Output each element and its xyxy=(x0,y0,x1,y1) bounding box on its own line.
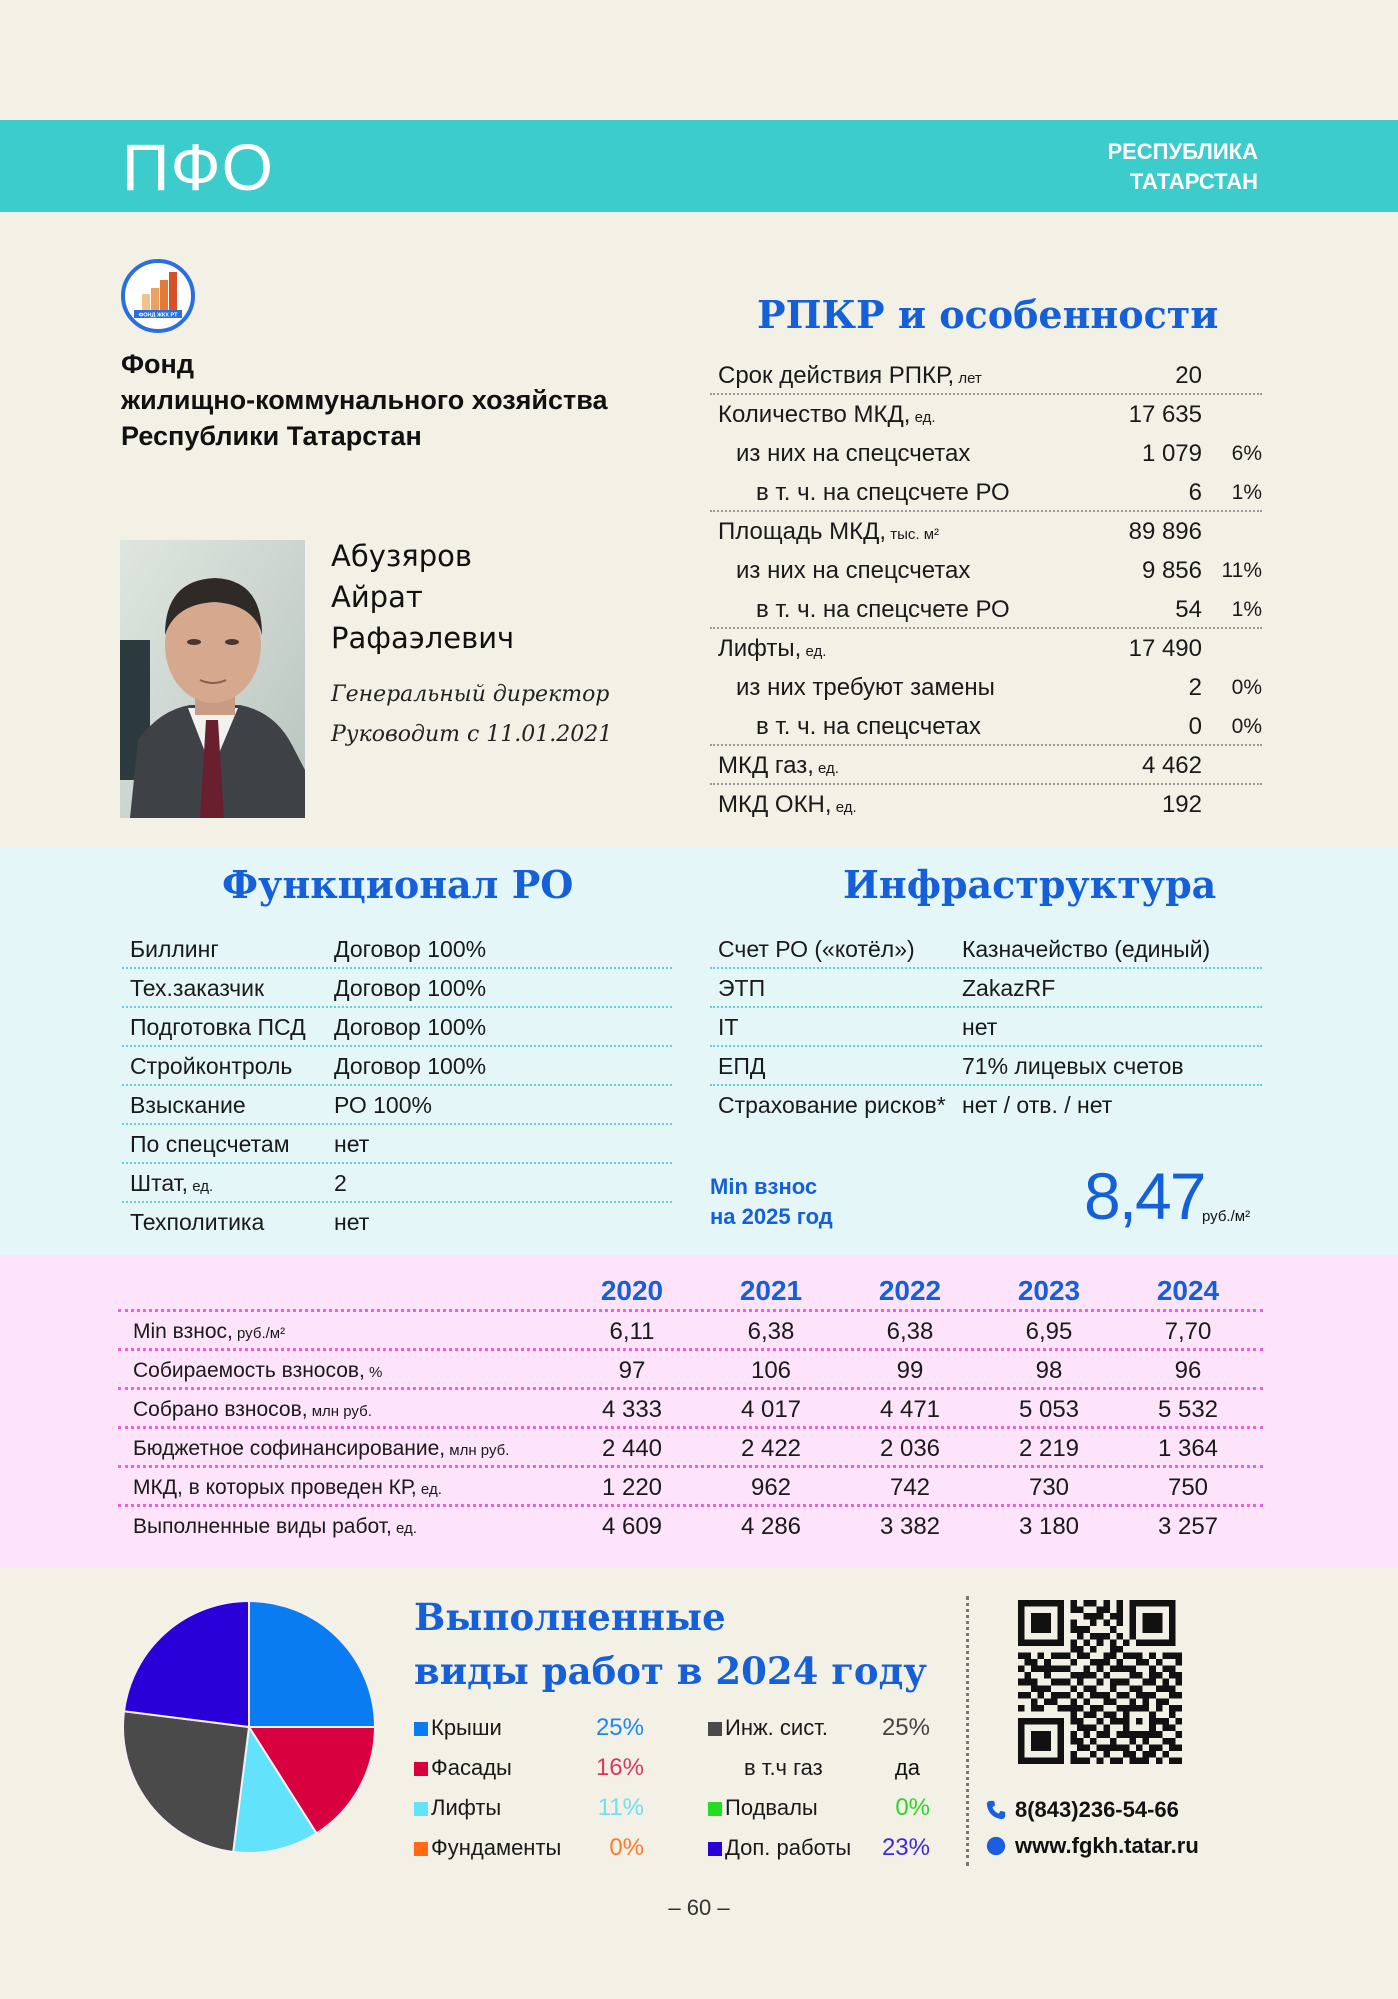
yearly-value: 5 532 xyxy=(1157,1396,1219,1423)
rpkr-value: 4 462 xyxy=(1141,752,1202,779)
yearly-label xyxy=(133,1507,417,1548)
functional-row xyxy=(122,969,672,1008)
rpkr-row xyxy=(710,785,1262,824)
infrastructure-table xyxy=(710,930,1262,1125)
legend-percent: 11% xyxy=(597,1794,644,1821)
yearly-value: 4 017 xyxy=(740,1396,802,1423)
year-header: 2021 xyxy=(739,1275,803,1306)
functional-row xyxy=(122,1125,672,1164)
yearly-label xyxy=(133,1429,509,1470)
rpkr-label xyxy=(756,473,1010,512)
legend-item xyxy=(708,1788,818,1828)
rpkr-value: 192 xyxy=(1161,791,1202,818)
year-header: 2024 xyxy=(1156,1275,1220,1306)
yearly-row xyxy=(118,1312,1263,1351)
legend-swatch xyxy=(414,1842,428,1856)
functional-row xyxy=(122,930,672,969)
globe-icon xyxy=(985,1835,1007,1857)
rpkr-unit: ед. xyxy=(831,799,857,816)
rpkr-label xyxy=(736,434,970,473)
functional-value: нет xyxy=(334,1131,370,1157)
infrastructure-value: нет xyxy=(962,1014,998,1040)
functional-value: Договор 100% xyxy=(334,975,487,1001)
phone-number: 8(843)236-54-66 xyxy=(1015,1797,1179,1822)
functional-value: Договор 100% xyxy=(334,1014,487,1040)
yearly-header-row xyxy=(118,1270,1263,1312)
organization-name xyxy=(121,346,607,454)
subject-line-1: РЕСПУБЛИКА xyxy=(1107,139,1258,164)
functional-label-text: Стройконтроль xyxy=(130,1053,293,1079)
rpkr-label-text: МКД ОКН, xyxy=(718,791,832,818)
functional-row xyxy=(122,1164,672,1203)
functional-unit: ед. xyxy=(188,1178,214,1195)
rpkr-label xyxy=(756,590,1010,629)
yearly-label-text: Собираемость взносов, xyxy=(133,1359,365,1382)
rpkr-label-text: в т. ч. на спецсчете РО xyxy=(756,596,1010,623)
infrastructure-label: IT xyxy=(718,1014,739,1040)
phone-contact[interactable] xyxy=(985,1794,1179,1826)
yearly-value: 1 364 xyxy=(1157,1435,1219,1462)
functional-label-text: Тех.заказчик xyxy=(130,975,265,1001)
rpkr-unit: ед. xyxy=(813,760,839,777)
vertical-divider xyxy=(966,1596,969,1866)
subject-line-2: ТАТАРСТАН xyxy=(1129,169,1258,194)
rpkr-row xyxy=(710,473,1262,512)
rpkr-value: 1 079 xyxy=(1141,440,1202,467)
rpkr-unit: ед. xyxy=(910,409,936,426)
rpkr-row xyxy=(710,356,1262,395)
infrastructure-row xyxy=(710,930,1262,969)
rpkr-label xyxy=(736,551,970,590)
legend-item xyxy=(414,1708,502,1748)
legend-swatch xyxy=(414,1802,428,1816)
rpkr-percent: 1% xyxy=(1231,481,1262,504)
legend-label: Фундаменты xyxy=(431,1835,562,1860)
yearly-label-text: Выполненные виды работ, xyxy=(133,1515,392,1538)
legend-percent: 23% xyxy=(881,1834,930,1861)
director-surname: Абузяров xyxy=(331,539,472,573)
legend-swatch xyxy=(414,1762,428,1776)
rpkr-label xyxy=(718,512,939,554)
yearly-label-text: МКД, в которых проведен КР, xyxy=(133,1476,417,1499)
yearly-value: 7,70 xyxy=(1164,1318,1212,1345)
yearly-row xyxy=(118,1429,1263,1468)
rpkr-label-text: Площадь МКД, xyxy=(718,518,887,545)
functional-label-text: По спецсчетам xyxy=(130,1131,290,1157)
rpkr-label xyxy=(718,785,857,827)
yearly-unit: млн руб. xyxy=(445,1442,510,1459)
functional-title: Функционал РО xyxy=(222,862,574,907)
yearly-row xyxy=(118,1468,1263,1507)
rpkr-row xyxy=(710,551,1262,590)
pie-slice-6 xyxy=(124,1601,249,1727)
director-first-name: Айрат xyxy=(331,580,423,614)
infrastructure-row xyxy=(710,1047,1262,1086)
legend-swatch xyxy=(708,1842,722,1856)
yearly-value: 2 422 xyxy=(740,1435,802,1462)
yearly-value: 962 xyxy=(750,1474,792,1501)
rpkr-value: 20 xyxy=(1175,362,1202,389)
rpkr-label xyxy=(718,395,936,437)
yearly-value: 2 440 xyxy=(601,1435,663,1462)
rpkr-percent: 6% xyxy=(1231,442,1262,465)
yearly-value: 6,38 xyxy=(747,1318,795,1345)
rpkr-label-text: МКД газ, xyxy=(718,752,814,779)
rpkr-value: 9 856 xyxy=(1141,557,1202,584)
functional-label-text: Штат, xyxy=(130,1170,189,1196)
rpkr-label xyxy=(756,707,981,746)
rpkr-percent: 0% xyxy=(1231,676,1262,699)
yearly-value: 1 220 xyxy=(601,1474,663,1501)
yearly-unit: млн руб. xyxy=(307,1403,372,1420)
infrastructure-value: нет / отв. / нет xyxy=(962,1092,1113,1118)
rpkr-title: РПКР и особенности xyxy=(757,292,1219,337)
rpkr-label-text: из них требуют замены xyxy=(736,674,995,701)
functional-label xyxy=(130,969,264,1007)
legend-label: Подвалы xyxy=(725,1795,818,1820)
yearly-row xyxy=(118,1351,1263,1390)
works-title-line-1: Выполненные xyxy=(414,1595,726,1639)
infrastructure-value: Казначейство (единый) xyxy=(962,936,1211,962)
yearly-row xyxy=(118,1390,1263,1429)
functional-label xyxy=(130,930,219,968)
yearly-value: 3 257 xyxy=(1157,1513,1219,1540)
yearly-value: 6,38 xyxy=(886,1318,934,1345)
legend-swatch xyxy=(414,1722,428,1736)
legend-percent: 0% xyxy=(609,1834,644,1861)
infrastructure-label: ЭТП xyxy=(718,975,766,1001)
infrastructure-title: Инфраструктура xyxy=(843,862,1217,907)
yearly-label xyxy=(133,1351,382,1392)
legend-percent: 0% xyxy=(895,1794,930,1821)
rpkr-label xyxy=(736,668,995,707)
rpkr-label-text: из них на спецсчетах xyxy=(736,440,971,467)
rpkr-label-text: Срок действия РПКР, xyxy=(718,362,955,389)
rpkr-percent: 1% xyxy=(1231,598,1262,621)
legend-label: Доп. работы xyxy=(725,1835,852,1860)
functional-value: РО 100% xyxy=(334,1092,432,1118)
yearly-value: 106 xyxy=(750,1357,792,1384)
rpkr-row xyxy=(710,707,1262,746)
director-patronymic: Рафаэлевич xyxy=(331,621,515,655)
rpkr-label-text: из них на спецсчетах xyxy=(736,557,971,584)
rpkr-percent: 0% xyxy=(1231,715,1262,738)
yearly-unit: ед. xyxy=(416,1481,442,1498)
functional-label-text: Взыскание xyxy=(130,1092,246,1118)
org-name-line-1: Фонд xyxy=(121,349,194,379)
org-name-line-3: Республики Татарстан xyxy=(121,421,422,451)
yearly-label xyxy=(133,1468,442,1509)
infrastructure-label: Страхование рисков* xyxy=(718,1092,946,1118)
functional-row xyxy=(122,1086,672,1125)
legend-item xyxy=(708,1828,851,1868)
yearly-value: 4 333 xyxy=(601,1396,663,1423)
subject-title xyxy=(1107,137,1258,197)
yearly-table xyxy=(118,1270,1263,1546)
page-number: – 60 – xyxy=(668,1895,730,1920)
website-contact[interactable] xyxy=(985,1830,1199,1862)
director-position: Генеральный директор xyxy=(331,682,610,707)
yearly-unit: ед. xyxy=(391,1520,417,1537)
rpkr-row xyxy=(710,512,1262,551)
legend-percent: 25% xyxy=(881,1714,930,1741)
yearly-value: 99 xyxy=(896,1357,924,1384)
rpkr-value: 54 xyxy=(1175,596,1202,623)
legend-swatch xyxy=(708,1722,722,1736)
rpkr-value: 2 xyxy=(1188,674,1202,701)
functional-label-text: Подготовка ПСД xyxy=(130,1014,306,1040)
legend-label: Фасады xyxy=(431,1755,512,1780)
legend-item xyxy=(414,1748,512,1788)
rpkr-label-text: в т. ч. на спецсчете РО xyxy=(756,479,1010,506)
legend-percent: 25% xyxy=(595,1714,644,1741)
fund-logo xyxy=(120,258,196,334)
infrastructure-label: ЕПД xyxy=(718,1053,766,1079)
rpkr-unit: ед. xyxy=(801,643,827,660)
functional-value: 2 xyxy=(334,1170,347,1196)
rpkr-table xyxy=(710,356,1262,824)
functional-label xyxy=(130,1164,213,1206)
legend-swatch xyxy=(708,1802,722,1816)
functional-label xyxy=(130,1125,290,1163)
legend-percent: 16% xyxy=(595,1754,644,1781)
pie-slice-4 xyxy=(123,1711,249,1852)
year-header: 2022 xyxy=(878,1275,942,1306)
yearly-label-text: Min взнос, xyxy=(133,1320,233,1343)
rpkr-value: 17 490 xyxy=(1128,635,1202,662)
yearly-value: 97 xyxy=(618,1357,646,1384)
rpkr-percent: 11% xyxy=(1221,559,1262,582)
phone-icon xyxy=(985,1799,1007,1821)
yearly-label-text: Бюджетное софинансирование, xyxy=(133,1437,446,1460)
rpkr-row xyxy=(710,434,1262,473)
legend-label: в т.ч газ xyxy=(744,1755,823,1780)
yearly-value: 4 609 xyxy=(601,1513,663,1540)
org-name-line-2: жилищно-коммунального хозяйства xyxy=(121,385,608,415)
infrastructure-row xyxy=(710,1086,1262,1125)
functional-row xyxy=(122,1047,672,1086)
infrastructure-row xyxy=(710,969,1262,1008)
yearly-value: 98 xyxy=(1035,1357,1063,1384)
yearly-unit: % xyxy=(364,1364,383,1381)
yearly-value: 4 286 xyxy=(740,1513,802,1540)
rpkr-row xyxy=(710,629,1262,668)
rpkr-value: 6 xyxy=(1188,479,1202,506)
director-info xyxy=(331,675,612,755)
director-name xyxy=(331,536,514,659)
functional-row xyxy=(122,1203,672,1242)
functional-label xyxy=(130,1047,292,1085)
rpkr-label-text: Количество МКД, xyxy=(718,401,911,428)
yearly-value: 2 036 xyxy=(879,1435,941,1462)
legend-label: Лифты xyxy=(431,1795,502,1820)
legend-item xyxy=(744,1748,823,1788)
rpkr-unit: лет xyxy=(954,370,982,387)
functional-label xyxy=(130,1086,246,1124)
rpkr-label-text: в т. ч. на спецсчетах xyxy=(756,713,981,740)
rpkr-label xyxy=(718,746,839,788)
yearly-value: 2 219 xyxy=(1018,1435,1080,1462)
infrastructure-value: ZakazRF xyxy=(962,975,1056,1001)
website-link[interactable]: www.fgkh.tatar.ru xyxy=(1015,1833,1199,1858)
rpkr-label xyxy=(718,629,826,671)
yearly-value: 4 471 xyxy=(879,1396,941,1423)
infrastructure-value: 71% лицевых счетов xyxy=(962,1053,1184,1079)
works-title-line-2: виды работ в 2024 году xyxy=(414,1649,927,1693)
functional-label xyxy=(130,1203,264,1241)
rpkr-row xyxy=(710,395,1262,434)
functional-label xyxy=(130,1008,306,1046)
rpkr-label xyxy=(718,356,982,398)
yearly-row xyxy=(118,1507,1263,1546)
region-title: ПФО xyxy=(122,130,274,204)
yearly-unit: руб./м² xyxy=(232,1325,286,1342)
functional-label-text: Биллинг xyxy=(130,936,219,962)
qr-code[interactable] xyxy=(1018,1600,1182,1764)
functional-table xyxy=(122,930,672,1242)
year-header: 2023 xyxy=(1017,1275,1081,1306)
yearly-value: 750 xyxy=(1167,1474,1209,1501)
legend-item xyxy=(414,1828,561,1868)
rpkr-row xyxy=(710,590,1262,629)
yearly-value: 6,95 xyxy=(1025,1318,1073,1345)
year-header: 2020 xyxy=(600,1275,664,1306)
legend-item xyxy=(414,1788,501,1828)
rpkr-value: 0 xyxy=(1188,713,1202,740)
functional-value: Договор 100% xyxy=(334,1053,487,1079)
director-photo xyxy=(120,540,305,818)
min-fee-label-line-1: Min взнос xyxy=(710,1174,818,1199)
pie-slice-0 xyxy=(249,1601,375,1727)
yearly-value: 3 382 xyxy=(879,1513,941,1540)
min-fee-label-line-2: на 2025 год xyxy=(710,1204,833,1229)
director-since: Руководит с 11.01.2021 xyxy=(331,722,613,747)
functional-value: Договор 100% xyxy=(334,936,487,962)
functional-row xyxy=(122,1008,672,1047)
legend-label: Крыши xyxy=(431,1715,502,1740)
functional-value: нет xyxy=(334,1209,370,1235)
rpkr-row xyxy=(710,746,1262,785)
yearly-label xyxy=(133,1312,285,1353)
rpkr-row xyxy=(710,668,1262,707)
works-legend xyxy=(414,1708,944,1878)
yearly-value: 730 xyxy=(1028,1474,1070,1501)
min-fee-value: 8,47 xyxy=(1084,1159,1205,1233)
legend-percent: да xyxy=(894,1755,920,1780)
yearly-value: 96 xyxy=(1174,1357,1202,1384)
logo-text: ФОНД ЖКХ РТ xyxy=(138,312,178,319)
min-fee-unit: руб./м² xyxy=(1202,1208,1251,1225)
yearly-value: 6,11 xyxy=(609,1318,655,1345)
rpkr-value: 89 896 xyxy=(1128,518,1202,545)
works-title xyxy=(414,1590,927,1698)
yearly-label-text: Собрано взносов, xyxy=(133,1398,308,1421)
legend-label: Инж. сист. xyxy=(725,1715,828,1740)
yearly-value: 5 053 xyxy=(1018,1396,1080,1423)
legend-item xyxy=(708,1708,828,1748)
infrastructure-row xyxy=(710,1008,1262,1047)
works-pie-chart xyxy=(120,1598,378,1856)
infrastructure-label: Счет РО («котёл») xyxy=(718,936,915,962)
rpkr-unit: тыс. м² xyxy=(886,526,940,543)
yearly-value: 742 xyxy=(889,1474,931,1501)
min-fee-label xyxy=(710,1172,833,1232)
rpkr-value: 17 635 xyxy=(1128,401,1202,428)
yearly-label xyxy=(133,1390,372,1431)
yearly-value: 3 180 xyxy=(1018,1513,1080,1540)
rpkr-label-text: Лифты, xyxy=(718,635,802,662)
functional-label-text: Техполитика xyxy=(130,1209,265,1235)
